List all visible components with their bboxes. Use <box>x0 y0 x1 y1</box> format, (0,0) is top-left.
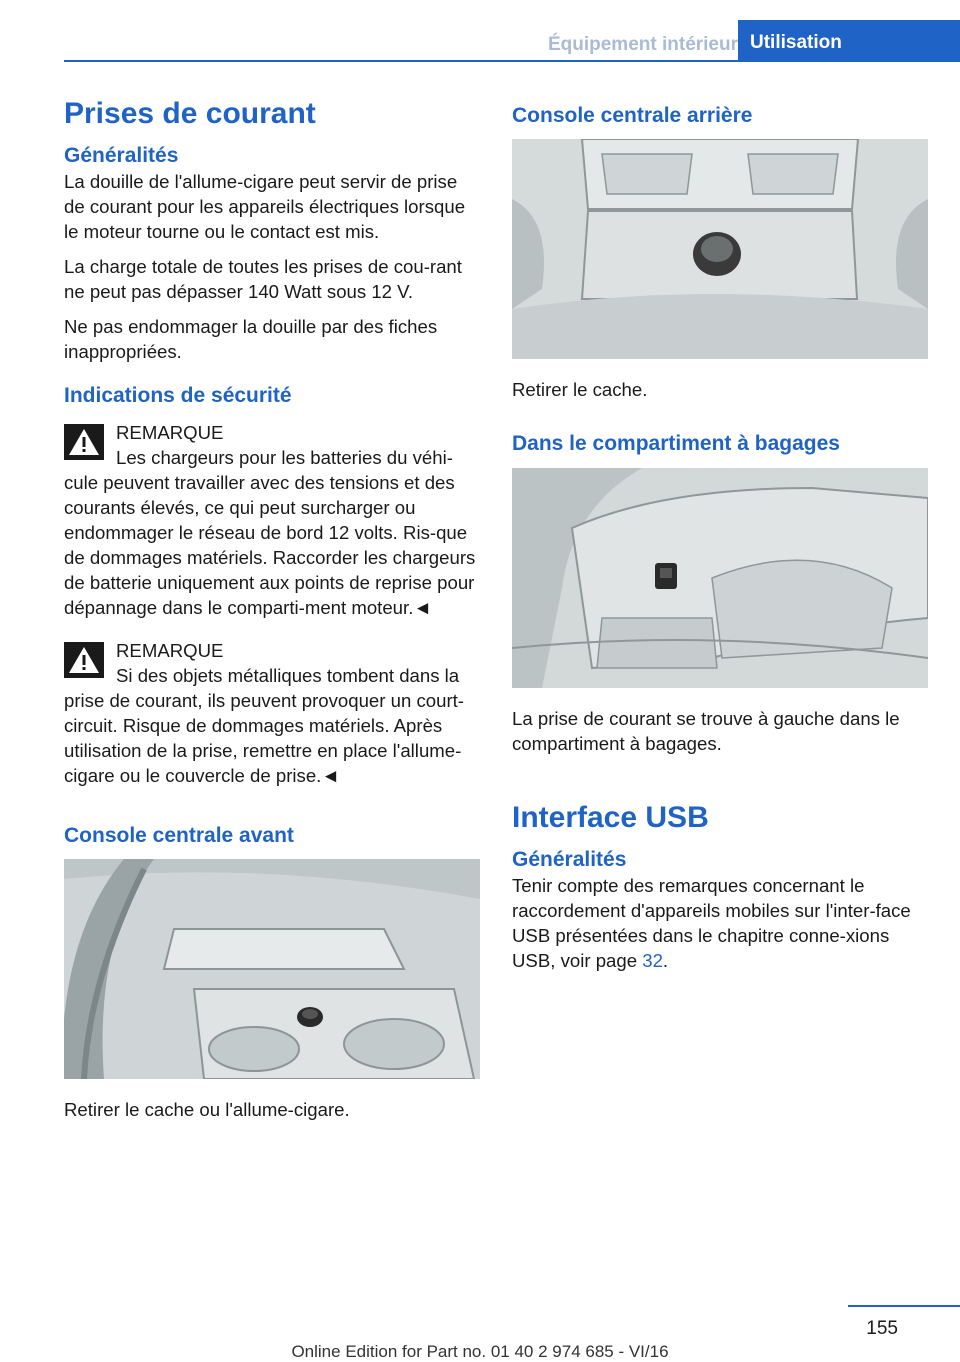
trunk-caption: La prise de courant se trouve à gauche dans le compartiment à bagages. <box>512 707 900 754</box>
usb-text-end: . <box>662 949 669 971</box>
header-section-title: Équipement intérieur <box>547 34 738 55</box>
rear-console-illustration <box>512 139 928 359</box>
left-column <box>64 96 480 1122</box>
usb-general-heading: Généralités <box>512 847 627 871</box>
page-title: Prises de courant <box>64 97 316 130</box>
warning-triangle-icon <box>64 642 104 678</box>
warning-triangle-icon <box>64 424 104 460</box>
front-console-caption: Retirer le cache ou l'allume-cigare. <box>64 1098 350 1120</box>
edition-footer: Online Edition for Part no. 01 40 2 974 685 - VI/16 <box>291 1342 669 1361</box>
header-chapter-tab: Utilisation <box>738 20 960 62</box>
warning-2-title: REMARQUE <box>116 639 224 661</box>
rear-console-caption: Retirer le cache. <box>512 379 648 401</box>
trunk-heading: Dans le compartiment à bagages <box>512 432 840 456</box>
trunk-illustration <box>512 468 928 688</box>
page-link-32[interactable]: 32 <box>642 949 663 971</box>
warning-block-1 <box>64 420 480 620</box>
warning-1-text: Les chargeurs pour les batteries du véhi-cule peuvent travailler avec des tensions et des courants élevés, ce qui peut surcharger ou endommager le réseau de bord 12 volts. Ris-que de dommages matériels. Raccorder les chargeurs de batterie uniquement aux points de reprise pour dépannage dans le comparti-ment moteur.◄ <box>64 446 476 618</box>
right-column <box>512 96 928 973</box>
safety-heading: Indications de sécurité <box>64 384 292 408</box>
front-console-heading: Console centrale avant <box>64 823 294 847</box>
footer-rule <box>848 1305 960 1307</box>
usb-text: Tenir compte des remarques concernant le raccordement d'appareils mobiles sur l'inter-face USB présentées dans le chapitre conne-xions USB, voir page <box>512 874 911 971</box>
header-rule <box>64 60 960 62</box>
page-header <box>64 20 960 62</box>
warning-2-text: Si des objets métalliques tombent dans la prise de courant, ils peuvent provoquer un court-circuit. Risque de dommages matériels. Après utilisation de la prise, remettre en place l'allume-cigare ou le couvercle de prise.◄ <box>64 664 464 786</box>
front-console-illustration <box>64 859 480 1079</box>
warning-1-title: REMARQUE <box>116 421 224 443</box>
rear-console-heading: Console centrale arrière <box>512 104 753 127</box>
general-heading: Généralités <box>64 144 179 167</box>
general-paragraph-1: La douille de l'allume-cigare peut servir de prise de courant pour les appareils électriques lorsque le moteur tourne ou le contact est mis. <box>64 171 466 243</box>
usb-paragraph <box>512 873 928 973</box>
page-number: 155 <box>866 1318 898 1339</box>
general-paragraph-2: La charge totale de toutes les prises de cou-rant ne peut pas dépasser 140 Watt sous 12 V. <box>64 256 462 303</box>
warning-block-2 <box>64 638 480 788</box>
usb-title: Interface USB <box>512 800 709 834</box>
general-paragraph-3: Ne pas endommager la douille par des fiches inappropriées. <box>64 316 438 363</box>
